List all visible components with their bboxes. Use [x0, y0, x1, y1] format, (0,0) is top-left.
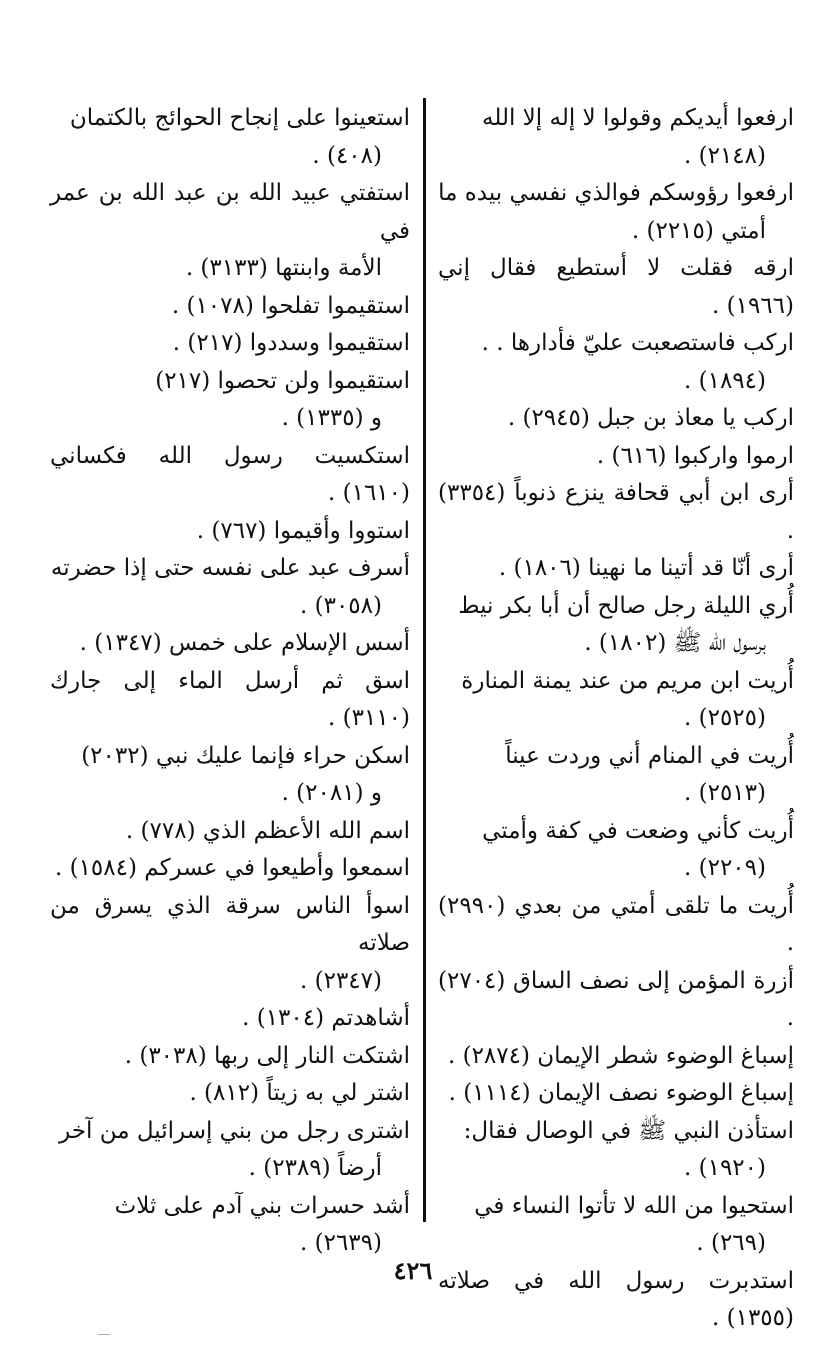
index-entry	[50, 888, 410, 1001]
index-entry-continuation: (٢١٤٨) .	[683, 142, 766, 169]
index-entry-text: أرى ابن أبي قحافة ينزع ذنوباً (٣٣٥٤) .	[438, 480, 794, 544]
index-entry-text: استقيموا وسددوا (٢١٧) .	[172, 330, 410, 356]
index-entry	[438, 1075, 794, 1113]
index-entry-text: أشاهدتم (١٣٠٤) .	[242, 1005, 410, 1031]
margin-mark	[98, 1334, 110, 1335]
index-entry	[438, 325, 794, 400]
index-entry	[50, 625, 410, 663]
index-entry	[50, 1075, 410, 1113]
index-entry-text: اسمعوا وأطيعوا في عسركم (١٥٨٤) .	[54, 855, 410, 881]
index-entry-text: اشتر لي به زيتاً (٨١٢) .	[189, 1080, 410, 1106]
index-entry	[50, 288, 410, 326]
index-entry-text: إسباغ الوضوء نصف الإيمان (١١١٤) .	[448, 1080, 794, 1106]
index-entry-text: أُريت كأني وضعت في كفة وأمتي	[482, 817, 794, 844]
index-entry-continuation: (٢٣٤٧) .	[299, 967, 382, 994]
index-entry-text: ارموا واركبوا (٦١٦) .	[596, 442, 794, 469]
index-entry-text: استأذن النبي ﷺ في الوصال فقال:	[463, 1117, 794, 1144]
index-entry-text: اسم الله الأعظم الذي (٧٧٨) .	[125, 817, 410, 844]
index-entry	[438, 438, 794, 476]
index-column-right	[438, 100, 794, 1338]
index-entry-text: استكسيت رسول الله فكساني (١٦١٠) .	[50, 442, 410, 506]
index-entry	[438, 550, 794, 588]
index-entry-text: استعينوا على إنجاح الحوائج بالكتمان	[69, 105, 410, 131]
index-entry	[50, 850, 410, 888]
index-entry	[438, 1038, 794, 1076]
index-entry-text: اركب فاستصعبت عليّ فأدارها . .	[481, 330, 794, 356]
index-entry-text: اشترى رجل من بني إسرائيل من آخر	[59, 1117, 410, 1144]
index-entry	[50, 363, 410, 438]
column-divider	[423, 98, 426, 1222]
index-entry-text: استدبرت رسول الله في صلاته (١٣٥٥) .	[438, 1267, 794, 1331]
index-entry-text: أسس الإسلام على خمس (١٣٤٧) .	[79, 630, 410, 656]
index-entry-text: اسق ثم أرسل الماء إلى جارك (٣١١٠) .	[50, 667, 410, 731]
index-entry	[438, 813, 794, 888]
index-entry-continuation: (٢٥٢٥) .	[683, 705, 766, 731]
index-entry	[50, 1000, 410, 1038]
index-entry	[438, 100, 794, 175]
index-entry-continuation: برسول الله ﷺ (١٨٠٢) .	[584, 630, 766, 656]
index-entry-continuation: (٢٦٩) .	[696, 1230, 766, 1256]
index-entry-text: اركب يا معاذ بن جبل (٢٩٤٥) .	[507, 405, 794, 431]
index-entry-text: اسكن حراء فإنما عليك نبي (٢٠٣٢)	[81, 742, 410, 769]
index-entry-text: إسباغ الوضوء شطر الإيمان (٢٨٧٤) .	[447, 1042, 794, 1069]
index-entry-continuation: الأمة وابنتها (٣١٣٣) .	[185, 255, 382, 281]
index-entry	[438, 663, 794, 738]
index-entry	[438, 738, 794, 813]
index-entry-text: أُريت ابن مريم من عند يمنة المنارة	[461, 667, 794, 694]
index-entry-text: ارفعوا أيديكم وقولوا لا إله إلا الله	[482, 105, 794, 131]
index-entry-text: أُريت في المنام أني وردت عيناً	[505, 742, 794, 769]
index-entry	[50, 100, 410, 175]
index-entry-text: أُريت ما تلقى أمتي من بعدي (٢٩٩٠) .	[438, 892, 794, 956]
index-entry-continuation: (٢٥١٣) .	[683, 780, 766, 806]
index-entry	[50, 513, 410, 551]
index-entry	[438, 1188, 794, 1263]
index-entry-continuation: (٢٢٠٩) .	[683, 855, 766, 881]
index-entry	[50, 1113, 410, 1188]
index-entry-text: ارفعوا رؤوسكم فوالذي نفسي بيده ما	[438, 180, 794, 206]
index-entry-continuation: و (١٣٣٥) .	[281, 405, 382, 431]
index-entry-text: أشد حسرات بني آدم على ثلاث	[114, 1192, 410, 1219]
index-entry-text: أسرف عبد على نفسه حتى إذا حضرته	[50, 555, 410, 581]
index-entry-text: اشتكت النار إلى ربها (٣٠٣٨) .	[124, 1042, 410, 1069]
index-entry	[50, 738, 410, 813]
index-entry	[438, 963, 794, 1038]
index-entry	[438, 250, 794, 325]
index-entry-text: استحيوا من الله لا تأتوا النساء في	[474, 1192, 794, 1219]
index-entry-text: أُري الليلة رجل صالح أن أبا بكر نيط	[458, 592, 794, 619]
index-entry-continuation: (٤٠٨) .	[312, 142, 382, 169]
index-entry	[50, 663, 410, 738]
index-entry-text: أرى أنّا قد أتينا ما نهينا (١٨٠٦) .	[498, 555, 794, 581]
index-entry-text: اسوأ الناس سرقة الذي يسرق من صلاته	[50, 892, 410, 956]
index-entry-text: استفتي عبيد الله بن عبد الله بن عمر في	[50, 180, 410, 244]
index-entry	[50, 438, 410, 513]
index-entry	[50, 175, 410, 288]
index-entry-text: استقيموا تفلحوا (١٠٧٨) .	[171, 292, 410, 319]
index-entry-continuation: (١٩٢٠) .	[683, 1155, 766, 1181]
index-entry-continuation: (٢٦٣٩) .	[299, 1230, 382, 1256]
index-entry	[438, 400, 794, 438]
index-entry	[438, 588, 794, 663]
index-entry-text: استووا وأقيموا (٧٦٧) .	[196, 517, 410, 544]
index-entry	[438, 888, 794, 963]
index-entry-continuation: (٣٠٥٨) .	[299, 592, 382, 619]
index-entry	[50, 813, 410, 851]
index-entry	[438, 1113, 794, 1188]
index-entry-text: ارقه فقلت لا أستطيع فقال إني (١٩٦٦) .	[438, 255, 794, 319]
index-entry-continuation: و (٢٠٨١) .	[281, 780, 382, 806]
index-entry-continuation: (١٨٩٤) .	[683, 367, 766, 394]
index-entry-text: أزرة المؤمن إلى نصف الساق (٢٧٠٤) .	[438, 967, 794, 1031]
index-entry	[50, 325, 410, 363]
index-entry-text: استقيموا ولن تحصوا (٢١٧)	[155, 367, 410, 394]
page-number: ٤٢٦	[393, 1256, 433, 1285]
index-entry	[50, 1038, 410, 1076]
index-entry	[438, 475, 794, 550]
index-entry	[438, 175, 794, 250]
index-entry-continuation: أرضاً (٢٣٨٩) .	[248, 1155, 382, 1181]
index-entry	[50, 1188, 410, 1263]
index-entry-continuation: أمتي (٢٢١٥) .	[631, 217, 766, 244]
index-column-left	[50, 100, 410, 1263]
index-entry	[50, 550, 410, 625]
